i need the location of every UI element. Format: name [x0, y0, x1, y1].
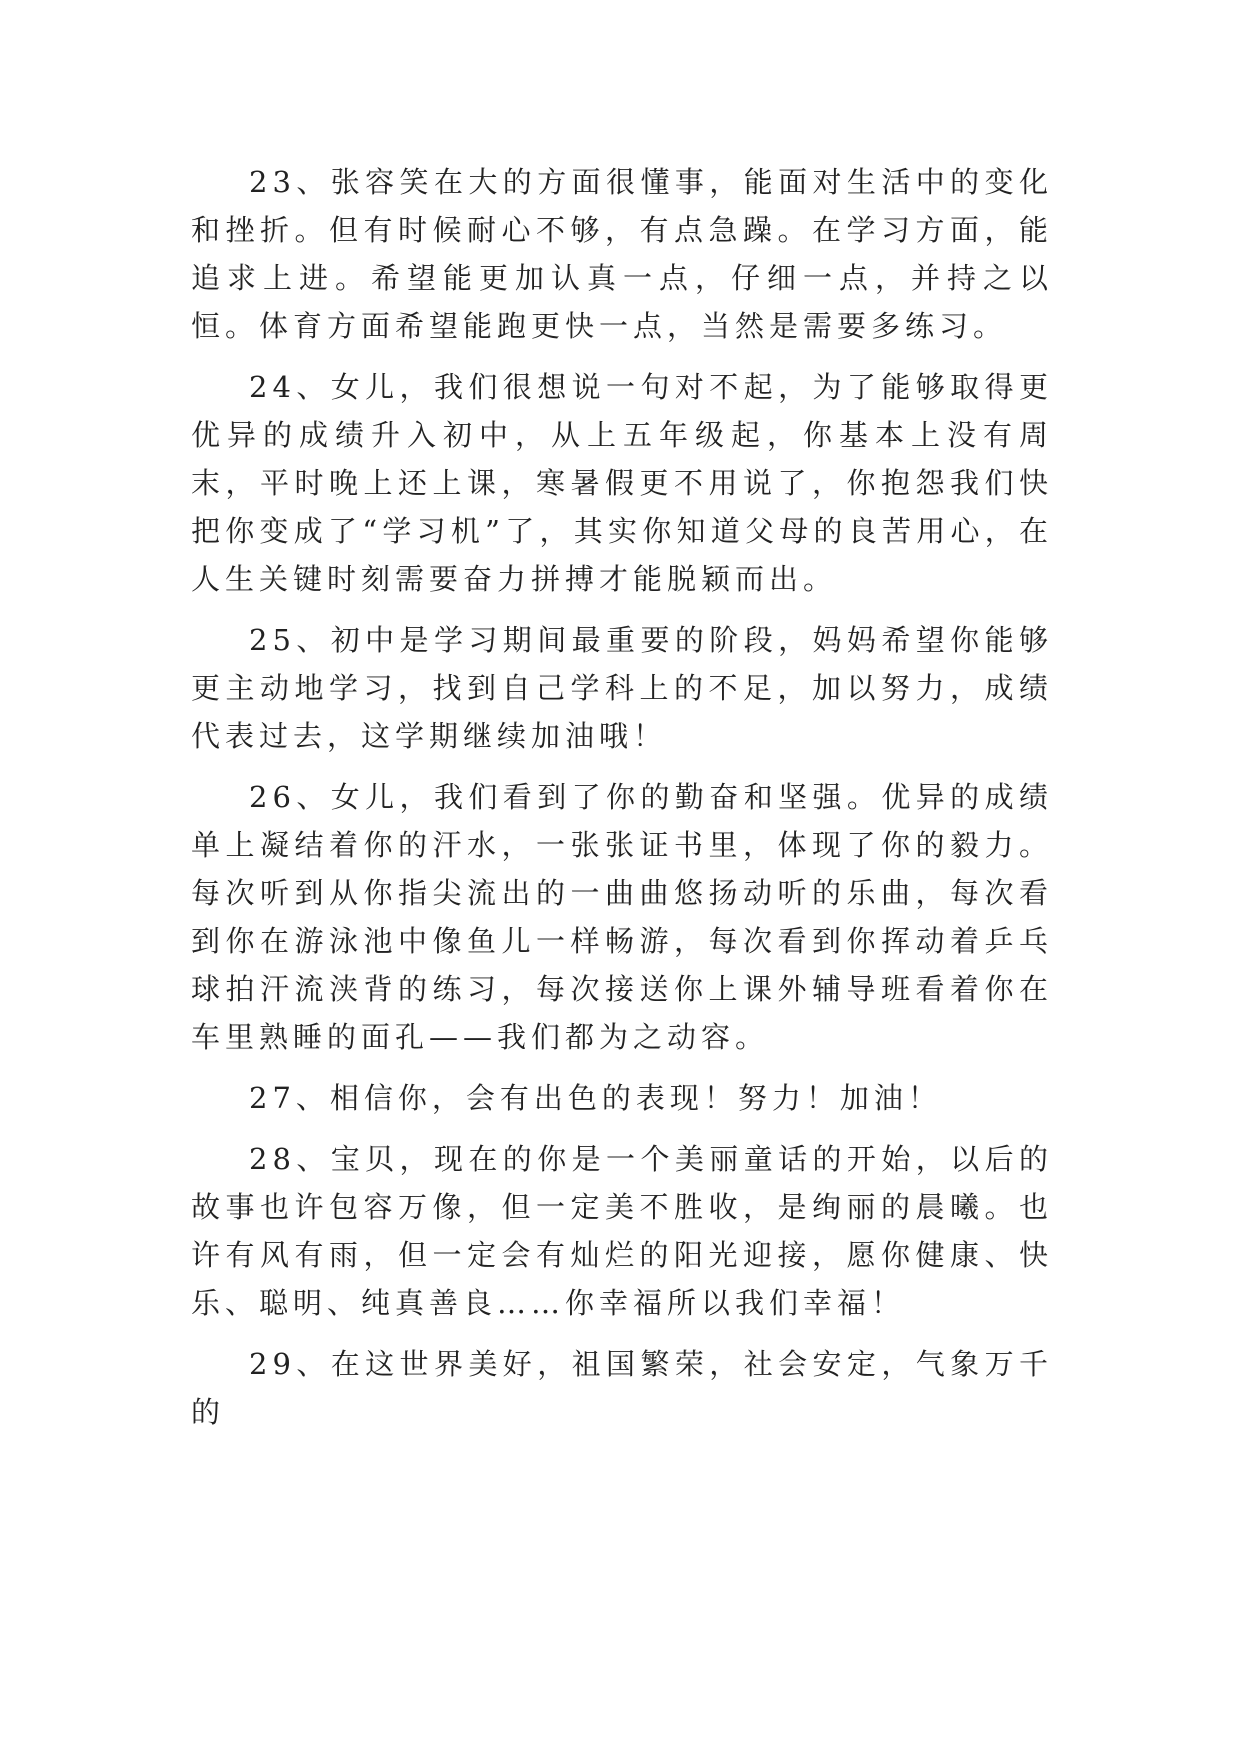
paragraph-27: 27、相信你，会有出色的表现！努力！加油！ [249, 1081, 942, 1115]
paragraph-26: 26、女儿，我们看到了你的勤奋和坚强。优异的成绩单上凝结着你的汗水，一张张证书里，体现了你的毅力。每次听到从你指尖流出的一曲曲悠扬动听的乐曲，每次看到你在游泳池中像鱼儿一样畅游，每次看到你挥动着乒乓球拍汗流浃背的练习，每次接送你上课外辅导班看着你在车里熟睡的面孔——我们都为之动容。 [191, 780, 1053, 1054]
document-body [191, 158, 1053, 1449]
paragraph-24: 24、女儿，我们很想说一句对不起，为了能够取得更优异的成绩升入初中，从上五年级起，你基本上没有周末，平时晚上还上课，寒暑假更不用说了，你抱怨我们快把你变成了“学习机”了，其实你知道父母的良苦用心，在人生关键时刻需要奋力拼搏才能脱颖而出。 [191, 370, 1053, 596]
paragraph-23: 23、张容笑在大的方面很懂事，能面对生活中的变化和挫折。但有时候耐心不够，有点急躁。在学习方面，能追求上进。希望能更加认真一点，仔细一点，并持之以恒。体育方面希望能跑更快一点，当然是需要多练习。 [191, 165, 1053, 343]
paragraph-29: 29、在这世界美好，祖国繁荣，社会安定，气象万千的 [191, 1347, 1053, 1429]
paragraph-25: 25、初中是学习期间最重要的阶段，妈妈希望你能够更主动地学习，找到自己学科上的不足，加以努力，成绩代表过去，这学期继续加油哦！ [191, 623, 1053, 753]
paragraph-28: 28、宝贝，现在的你是一个美丽童话的开始，以后的故事也许包容万像，但一定美不胜收，是绚丽的晨曦。也许有风有雨，但一定会有灿烂的阳光迎接，愿你健康、快乐、聪明、纯真善良……你幸福所以我们幸福！ [191, 1142, 1053, 1320]
